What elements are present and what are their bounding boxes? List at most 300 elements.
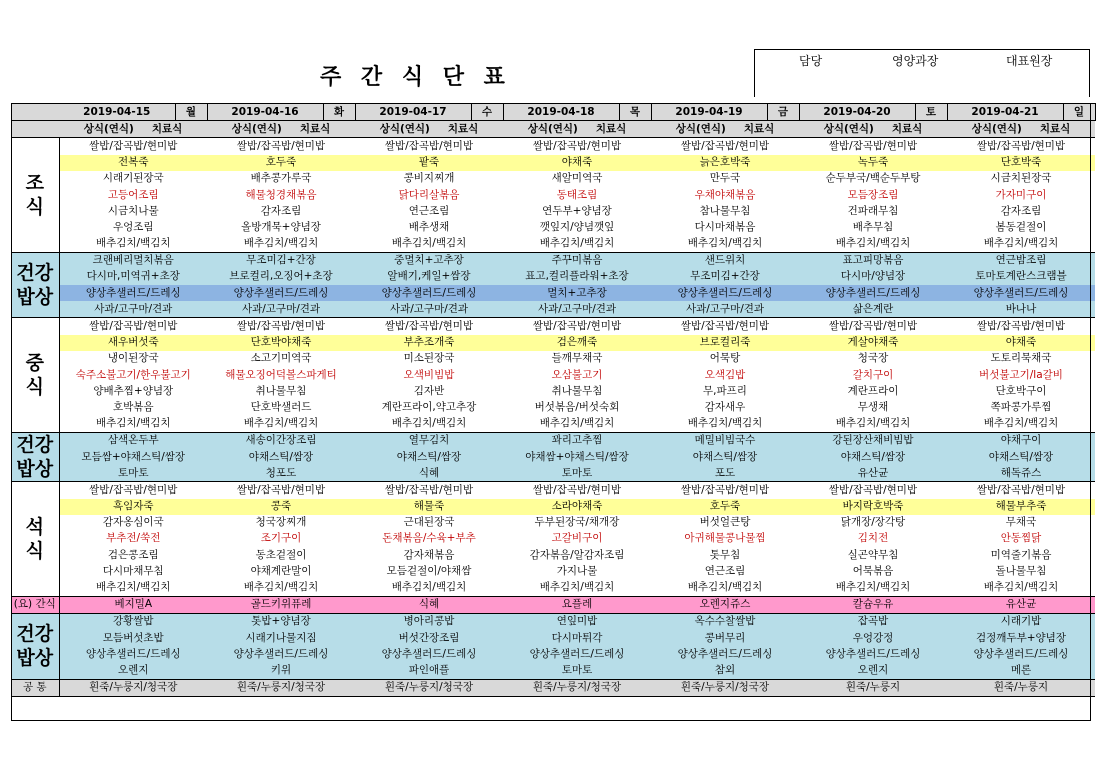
menu-item: 도토리묵채국 (990, 352, 1052, 365)
menu-item: 표고피망볶음 (799, 252, 947, 269)
menu-item: 쌀밥/잡곡밥/현미밥 (355, 482, 503, 499)
menu-item: 쌀밥/잡곡밥/현미밥 (503, 138, 651, 155)
menu-item: 바지락호박죽 (799, 499, 947, 515)
menu-item: 사과/고구마/견과 (355, 301, 503, 318)
menu-item: 팥죽 (355, 155, 503, 171)
menu-item: 쌀밥/잡곡밥/현미밥 (651, 138, 799, 155)
menu-item: 야채죽 (947, 335, 1095, 351)
menu-item: 쌀밥/잡곡밥/현미밥 (947, 482, 1095, 499)
menu-row (11, 219, 1095, 235)
menu-item: 감자새우 (704, 400, 746, 413)
menu-item: 연두부+양념장 (542, 204, 612, 217)
meal-type-cell (799, 121, 947, 138)
menu-item: 브로컬리,오징어+초장 (207, 269, 355, 285)
menu-item: 모듬겉절이/야채쌈 (386, 564, 472, 577)
menu-item: 야채죽 (503, 155, 651, 171)
snack-item: 요플레 (503, 596, 651, 613)
menu-item: 강된장산채비빔밥 (799, 432, 947, 449)
menu-item: 올방개묵+양념장 (241, 220, 321, 233)
menu-item: 돌나물무침 (995, 564, 1047, 577)
menu-item: 어묵볶음 (852, 564, 894, 577)
section-label-text: 밥상 (16, 458, 54, 481)
menu-item: 해독쥬스 (947, 465, 1095, 482)
day-of-week: 일 (1063, 104, 1095, 121)
menu-row (11, 399, 1095, 415)
meal-type-regular: 상식(연식) (823, 122, 874, 135)
menu-item: 우엉강정 (799, 630, 947, 646)
menu-item: 양상추샐러드/드레싱 (947, 646, 1095, 662)
meal-type-therapeutic: 치료식 (595, 122, 627, 135)
day-of-week: 토 (915, 104, 947, 121)
menu-row (11, 499, 1095, 515)
menu-item: 양상추샐러드/드레싱 (355, 285, 503, 301)
menu-item: 검은콩조림 (107, 548, 159, 561)
menu-item: 참외 (651, 662, 799, 679)
menu-item: 쌀밥/잡곡밥/현미밥 (59, 482, 207, 499)
menu-item: 무,파프리 (703, 384, 747, 397)
menu-item: 가자미구이 (995, 188, 1047, 201)
menu-item: 소고기미역국 (250, 352, 312, 365)
menu-item: 쪽파콩가루찜 (990, 400, 1052, 413)
menu-item: 배추김치/백김치 (687, 581, 763, 594)
menu-item: 취나물무침 (551, 384, 603, 397)
menu-item: 숙주소불고기/한우불고기 (75, 368, 191, 381)
menu-item: 쌀밥/잡곡밥/현미밥 (947, 318, 1095, 335)
menu-item: 아귀해물콩나물찜 (684, 532, 766, 545)
menu-item: 바나나 (947, 301, 1095, 318)
menu-item: 양상추샐러드/드레싱 (947, 285, 1095, 301)
menu-item: 감자조림 (1000, 204, 1042, 217)
section-label-text: 식 (25, 196, 44, 219)
menu-item: 양상추샐러드/드레싱 (59, 285, 207, 301)
menu-item: 쌀밥/잡곡밥/현미밥 (59, 138, 207, 155)
meal-type-therapeutic: 치료식 (891, 122, 923, 135)
snack-item: 식혜 (355, 596, 503, 613)
menu-item: 새우버섯죽 (59, 335, 207, 351)
common-item: 흰죽/누룽지/청국장 (503, 679, 651, 696)
menu-item: 검은깨죽 (503, 335, 651, 351)
menu-item: 쌀밥/잡곡밥/현미밥 (799, 482, 947, 499)
weekly-menu-table (11, 103, 1096, 697)
menu-item: 강황쌀밥 (59, 613, 207, 630)
menu-item: 야채쌈+야채스틱/쌈장 (503, 449, 651, 465)
menu-item: 오렌지 (799, 662, 947, 679)
menu-item: 동태조림 (556, 188, 598, 201)
approval-box (754, 49, 1090, 97)
menu-item: 단호박샐러드 (250, 400, 312, 413)
meal-type-therapeutic: 치료식 (299, 122, 331, 135)
menu-item: 배추김치/백김치 (983, 417, 1059, 430)
approval-nutrition-head: 영양과장 (892, 54, 939, 68)
menu-item: 깻잎지/양념깻잎 (539, 220, 615, 233)
menu-item: 키위 (207, 662, 355, 679)
menu-item: 무채국 (1005, 516, 1037, 529)
section-label-text: 석 (25, 515, 44, 538)
menu-item: 순두부국/백순두부탕 (825, 172, 921, 185)
section-label (11, 613, 59, 679)
menu-row (11, 383, 1095, 399)
section-label (11, 138, 59, 252)
day-date: 2019-04-20 (799, 104, 915, 121)
menu-item: 해물오징어덕볼스파게티 (225, 368, 337, 381)
menu-item: 야채스틱/쌈장 (651, 449, 799, 465)
snack-item: 칼슘우유 (799, 596, 947, 613)
menu-item: 잡곡밥 (799, 613, 947, 630)
menu-item: 배추김치/백김치 (391, 237, 467, 250)
day-date: 2019-04-19 (651, 104, 767, 121)
menu-item: 새송이간장조림 (207, 432, 355, 449)
common-item: 흰죽/누룽지/청국장 (355, 679, 503, 696)
menu-item: 야채계란말이 (250, 564, 312, 577)
menu-item: 배추김치/백김치 (95, 581, 171, 594)
day-date: 2019-04-15 (59, 104, 175, 121)
menu-item: 브로컬리죽 (651, 335, 799, 351)
menu-item: 쌀밥/잡곡밥/현미밥 (651, 318, 799, 335)
menu-item: 전복죽 (59, 155, 207, 171)
menu-item: 삶은계란 (799, 301, 947, 318)
menu-item: 메밀비빔국수 (651, 432, 799, 449)
menu-item: 배추김치/백김치 (835, 417, 911, 430)
menu-item: 쌀밥/잡곡밥/현미밥 (503, 318, 651, 335)
section-label-text: 중 (25, 352, 44, 375)
menu-item: 갈치구이 (852, 368, 894, 381)
menu-item: 호박볶음 (112, 400, 154, 413)
menu-item: 감자조림 (260, 204, 302, 217)
menu-item: 토마토 (503, 662, 651, 679)
menu-item: 배추김치/백김치 (95, 417, 171, 430)
menu-item: 흑임자죽 (59, 499, 207, 515)
menu-item: 쌀밥/잡곡밥/현미밥 (207, 138, 355, 155)
menu-row (11, 138, 1095, 155)
day-date: 2019-04-21 (947, 104, 1063, 121)
menu-item: 부추전/쑥전 (106, 532, 161, 545)
menu-item: 양상추샐러드/드레싱 (799, 285, 947, 301)
menu-item: 두부된장국/채개장 (534, 516, 620, 529)
menu-item: 콩비지찌개 (403, 172, 455, 185)
section-label-text: 조 (25, 172, 44, 195)
menu-item: 사과/고구마/견과 (59, 301, 207, 318)
day-date: 2019-04-17 (355, 104, 471, 121)
day-date: 2019-04-16 (207, 104, 323, 121)
menu-item: 쌀밥/잡곡밥/현미밥 (651, 482, 799, 499)
menu-item: 삼색온두부 (59, 432, 207, 449)
menu-item: 배추김치/백김치 (391, 581, 467, 594)
menu-item: 야채스틱/쌈장 (207, 449, 355, 465)
menu-item: 양상추샐러드/드레싱 (59, 646, 207, 662)
menu-item: 무생채 (857, 400, 889, 413)
menu-item: 야채스틱/쌈장 (947, 449, 1095, 465)
menu-item: 포도 (651, 465, 799, 482)
menu-item: 콩죽 (207, 499, 355, 515)
menu-item: 알배기,케일+쌈장 (355, 269, 503, 285)
menu-row (11, 335, 1095, 351)
menu-item: 쌀밥/잡곡밥/현미밥 (59, 318, 207, 335)
menu-item: 톳밥+양념장 (207, 613, 355, 630)
meal-type-regular: 상식(연식) (231, 122, 282, 135)
menu-item: 톳무침 (709, 548, 741, 561)
menu-item: 참나물무침 (699, 204, 751, 217)
menu-item: 감자옹심이국 (102, 516, 164, 529)
meal-type-cell (651, 121, 799, 138)
menu-item: 단호박구이 (995, 384, 1047, 397)
menu-item: 감자채볶음 (403, 548, 455, 561)
menu-item: 배추김치/백김치 (391, 417, 467, 430)
section-label-text: 건강 (16, 262, 54, 285)
menu-item: 메론 (947, 662, 1095, 679)
meal-type-therapeutic: 치료식 (151, 122, 183, 135)
meal-type-cell (947, 121, 1095, 138)
menu-item: 냉이된장국 (107, 352, 159, 365)
menu-row (11, 318, 1095, 335)
common-item: 흰죽/누룽지/청국장 (207, 679, 355, 696)
menu-item: 모듬버섯초밥 (59, 630, 207, 646)
menu-item: 양상추샐러드/드레싱 (503, 646, 651, 662)
menu-item: 해물청경채볶음 (245, 188, 317, 201)
menu-row (11, 630, 1095, 646)
menu-item: 쌀밥/잡곡밥/현미밥 (207, 318, 355, 335)
menu-item: 배추김치/백김치 (983, 237, 1059, 250)
menu-row (11, 531, 1095, 547)
menu-item: 시래기된장국 (102, 172, 164, 185)
menu-item: 쌀밥/잡곡밥/현미밥 (207, 482, 355, 499)
snack-item: 베지밀A (59, 596, 207, 613)
menu-item: 게살야채죽 (799, 335, 947, 351)
menu-item: 양상추샐러드/드레싱 (207, 646, 355, 662)
common-label: 공 통 (11, 679, 59, 696)
menu-item: 버섯얼큰탕 (699, 516, 751, 529)
menu-item: 무조미김+간장 (207, 252, 355, 269)
corner-cell (11, 104, 59, 121)
menu-item: 단호박야채죽 (207, 335, 355, 351)
menu-item: 검정깨두부+양념장 (947, 630, 1095, 646)
menu-item: 무조미김+간장 (651, 269, 799, 285)
menu-item: 배추김치/백김치 (983, 581, 1059, 594)
menu-item: 다시마튀각 (503, 630, 651, 646)
common-item: 흰죽/누룽지/청국장 (59, 679, 207, 696)
menu-item: 배추김치/백김치 (687, 237, 763, 250)
menu-item: 배추김치/백김치 (243, 237, 319, 250)
menu-item: 고갈비구이 (551, 532, 603, 545)
menu-item: 닭다리살볶음 (398, 188, 460, 201)
menu-row (11, 515, 1095, 531)
menu-item: 김치전 (857, 532, 889, 545)
meal-type-regular: 상식(연식) (675, 122, 726, 135)
menu-item: 봄동겉절이 (995, 220, 1047, 233)
meal-type-row (11, 121, 1095, 138)
menu-item: 청국장 (857, 352, 889, 365)
menu-item: 샌드위치 (651, 252, 799, 269)
menu-row (11, 171, 1095, 187)
menu-item: 들깨무채국 (551, 352, 603, 365)
approval-director: 대표원장 (1006, 54, 1053, 68)
menu-row (11, 155, 1095, 171)
menu-item: 청국장찌개 (255, 516, 307, 529)
menu-item: 버섯불고기/la갈비 (979, 368, 1063, 381)
meal-type-therapeutic: 치료식 (743, 122, 775, 135)
menu-item: 중멸치+고추장 (355, 252, 503, 269)
menu-item: 시금치나물 (107, 204, 159, 217)
menu-item: 배추김치/백김치 (539, 581, 615, 594)
menu-item: 파인애플 (355, 662, 503, 679)
snack-item: 골드키위퓨레 (207, 596, 355, 613)
menu-item: 감자볶음/알감자조림 (529, 548, 625, 561)
menu-item: 동초겉절이 (255, 548, 307, 561)
menu-item: 야채스틱/쌈장 (799, 449, 947, 465)
menu-item: 돈채볶음/수육+부추 (382, 532, 476, 545)
menu-item: 쌀밥/잡곡밥/현미밥 (355, 318, 503, 335)
menu-item: 배추김치/백김치 (539, 417, 615, 430)
meal-type-therapeutic: 치료식 (447, 122, 479, 135)
menu-row (11, 482, 1095, 499)
page-title: 주 간 식 단 표 (320, 65, 511, 90)
menu-item: 오색비빔밥 (403, 368, 455, 381)
menu-item: 토마토 (503, 465, 651, 482)
menu-item: 모듬쌈+야채스틱/쌈장 (59, 449, 207, 465)
menu-item: 배추김치/백김치 (243, 417, 319, 430)
menu-item: 다시마,미역귀+초장 (59, 269, 207, 285)
menu-item: 양상추샐러드/드레싱 (651, 646, 799, 662)
menu-item: 버섯볶음/버섯숙회 (534, 400, 620, 413)
menu-item: 건파래무침 (847, 204, 899, 217)
common-row (11, 679, 1095, 696)
meal-type-cell (503, 121, 651, 138)
menu-item: 청포도 (207, 465, 355, 482)
menu-row (11, 236, 1095, 253)
common-item: 흰죽/누룽지/청국장 (651, 679, 799, 696)
menu-item: 토마토계란스크램블 (947, 269, 1095, 285)
menu-item: 꽈리고추찜 (503, 432, 651, 449)
menu-item: 늙은호박죽 (651, 155, 799, 171)
menu-item: 콩버무리 (651, 630, 799, 646)
menu-row (11, 285, 1095, 301)
menu-item: 연근조림 (704, 564, 746, 577)
menu-item: 병아리콩밥 (355, 613, 503, 630)
menu-item: 다시마/양념장 (799, 269, 947, 285)
menu-item: 사과/고구마/견과 (207, 301, 355, 318)
menu-item: 사과/고구마/견과 (651, 301, 799, 318)
menu-item: 쌀밥/잡곡밥/현미밥 (355, 138, 503, 155)
menu-item: 배추콩가루국 (250, 172, 312, 185)
menu-item: 열무김치 (355, 432, 503, 449)
menu-item: 해물죽 (355, 499, 503, 515)
meal-type-regular: 상식(연식) (971, 122, 1022, 135)
menu-item: 유산균 (799, 465, 947, 482)
menu-item: 닭개장/장각탕 (840, 516, 906, 529)
menu-item: 크랜베리멸치볶음 (59, 252, 207, 269)
menu-item: 우채야채볶음 (694, 188, 756, 201)
menu-item: 시래기나물지짐 (207, 630, 355, 646)
menu-item: 시래기밥 (947, 613, 1095, 630)
menu-item: 연잎미밥 (503, 613, 651, 630)
menu-item: 근대된장국 (403, 516, 455, 529)
menu-item: 해물부추죽 (947, 499, 1095, 515)
menu-item: 단호박죽 (947, 155, 1095, 171)
menu-item: 양상추샐러드/드레싱 (207, 285, 355, 301)
menu-item: 우엉조림 (112, 220, 154, 233)
menu-item: 고등어조림 (107, 188, 159, 201)
menu-item: 계란프라이,약고추장 (381, 400, 477, 413)
menu-row (11, 203, 1095, 219)
menu-item: 배추김치/백김치 (539, 237, 615, 250)
menu-item: 배추김치/백김치 (687, 417, 763, 430)
meal-type-regular: 상식(연식) (527, 122, 578, 135)
menu-row (11, 416, 1095, 433)
day-of-week: 금 (767, 104, 799, 121)
menu-item: 주꾸미볶음 (503, 252, 651, 269)
meal-type-cell (59, 121, 207, 138)
snack-row (11, 596, 1095, 613)
menu-item: 야채구이 (947, 432, 1095, 449)
snack-label: (요) 간식 (11, 596, 59, 613)
menu-item: 쌀밥/잡곡밥/현미밥 (799, 138, 947, 155)
day-of-week: 목 (619, 104, 651, 121)
menu-item: 호두죽 (651, 499, 799, 515)
section-label (11, 482, 59, 596)
menu-item: 김자반 (413, 384, 445, 397)
menu-item: 다시마채볶음 (694, 220, 756, 233)
menu-row (11, 662, 1095, 679)
menu-item: 토마토 (59, 465, 207, 482)
menu-row (11, 449, 1095, 465)
meal-type-cell (207, 121, 355, 138)
menu-item: 안동찜닭 (1000, 532, 1042, 545)
section-label-text: 밥상 (16, 286, 54, 309)
menu-row (11, 269, 1095, 285)
corner-cell (11, 121, 59, 138)
menu-item: 조기구이 (260, 532, 302, 545)
day-of-week: 수 (471, 104, 503, 121)
menu-row (11, 613, 1095, 630)
menu-item: 오삼불고기 (551, 368, 603, 381)
menu-row (11, 252, 1095, 269)
menu-row (11, 367, 1095, 383)
day-of-week: 화 (323, 104, 355, 121)
menu-item: 다시마채무침 (102, 564, 164, 577)
menu-item: 부추조개죽 (355, 335, 503, 351)
day-of-week: 월 (175, 104, 207, 121)
menu-item: 배추생채 (408, 220, 450, 233)
menu-item: 양상추샐러드/드레싱 (799, 646, 947, 662)
snack-item: 유산균 (947, 596, 1095, 613)
menu-row (11, 187, 1095, 203)
date-row (11, 104, 1095, 121)
menu-item: 만두국 (709, 172, 741, 185)
menu-item: 멸치+고추장 (503, 285, 651, 301)
common-item: 흰죽/누룽지 (799, 679, 947, 696)
meal-type-regular: 상식(연식) (83, 122, 134, 135)
menu-row (11, 646, 1095, 662)
menu-item: 모듬장조림 (847, 188, 899, 201)
menu-item: 옥수수찰쌀밥 (651, 613, 799, 630)
menu-item: 양상추샐러드/드레싱 (651, 285, 799, 301)
section-label-text: 밥상 (16, 647, 54, 670)
menu-row (11, 465, 1095, 482)
menu-row (11, 579, 1095, 596)
menu-item: 계란프라이 (847, 384, 899, 397)
section-label (11, 432, 59, 482)
menu-item: 배추김치/백김치 (95, 237, 171, 250)
menu-item: 배추김치/백김치 (835, 237, 911, 250)
menu-item: 어묵탕 (709, 352, 741, 365)
menu-item: 쌀밥/잡곡밥/현미밥 (947, 138, 1095, 155)
menu-item: 표고,컬리플라워+초장 (503, 269, 651, 285)
common-item: 흰죽/누룽지 (947, 679, 1095, 696)
menu-item: 시금치된장국 (990, 172, 1052, 185)
menu-row (11, 432, 1095, 449)
menu-item: 미소된장국 (403, 352, 455, 365)
section-label-text: 건강 (16, 623, 54, 646)
approval-staff: 담당 (799, 54, 823, 68)
